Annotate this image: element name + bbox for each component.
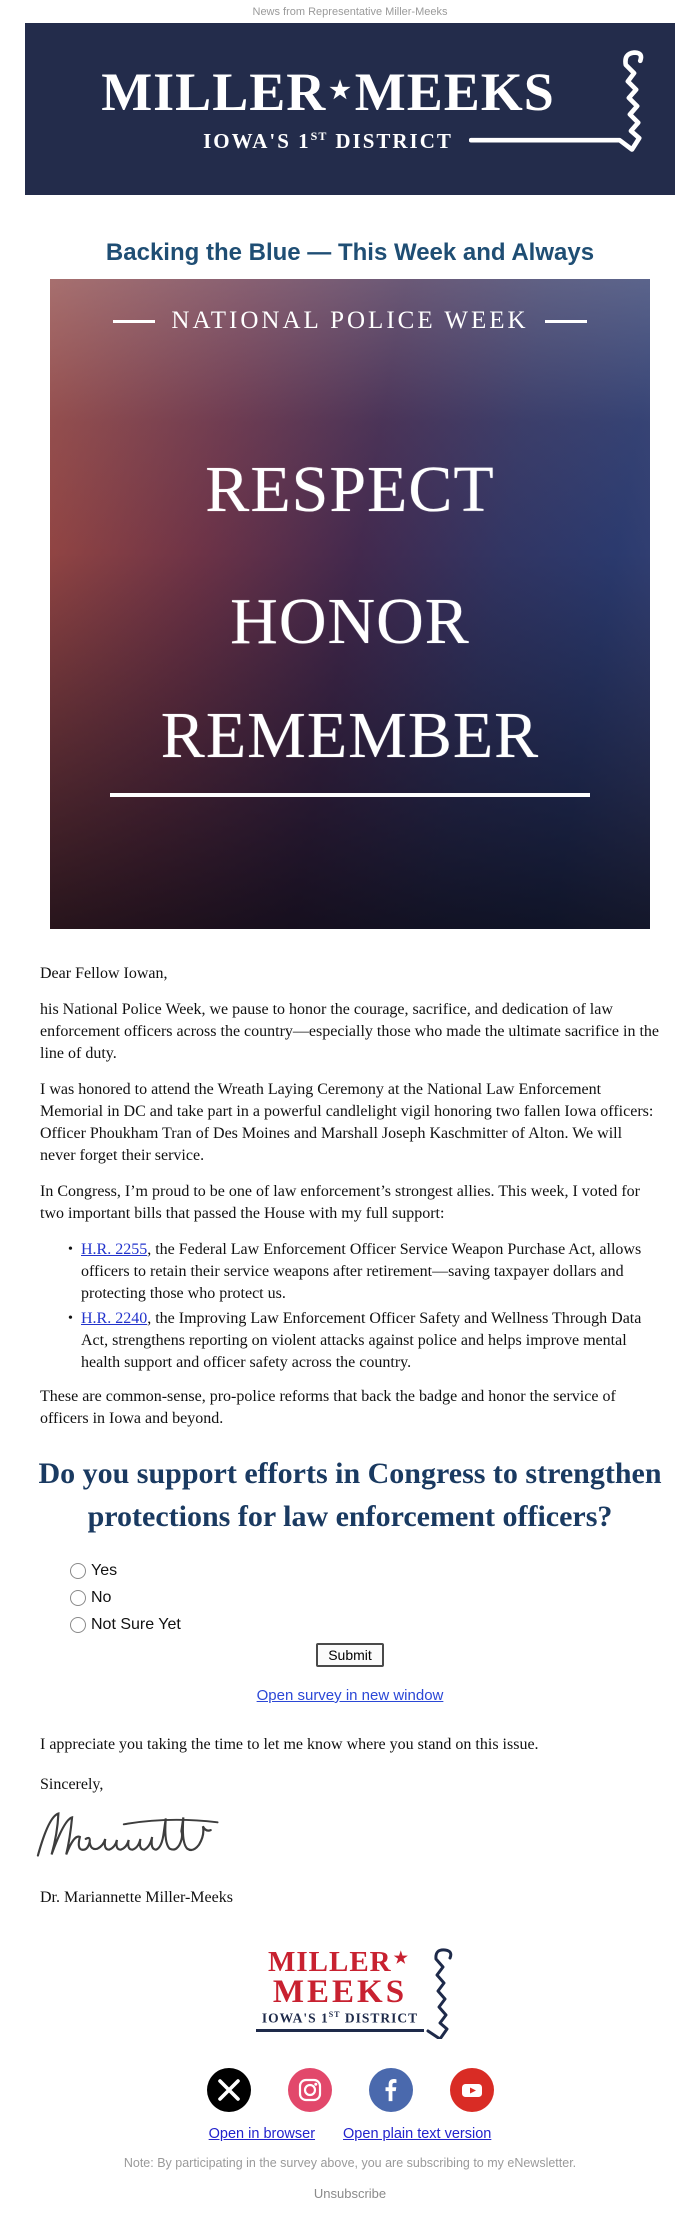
footer-district-label: IOWA'S 1ST DISTRICT — [261, 2010, 419, 2026]
hero-underline — [110, 793, 590, 797]
youtube-icon[interactable] — [450, 2068, 494, 2112]
footer-logo-underline — [256, 2029, 424, 2032]
salutation: Dear Fellow Iowan, — [40, 965, 168, 982]
list-item — [68, 1308, 660, 1374]
open-in-browser-link[interactable]: Open in browser — [208, 2125, 316, 2142]
letter-body — [40, 963, 660, 1430]
radio-option-no[interactable] — [70, 1589, 700, 1607]
appreciation-text: I appreciate you taking the time to let me know where you stand on this issue. — [40, 1736, 539, 1753]
list-item — [68, 1239, 660, 1305]
hr2255-description: , the Federal Law Enforcement Officer Service Weapon Purchase Act, allows officers to retain their service weapons after retirement—saving taxpayer dollars and protecting those who protect us. — [81, 1241, 642, 1302]
hero-kicker-text: NATIONAL POLICE WEEK — [171, 307, 529, 334]
hero-word-honor: HONOR — [230, 585, 470, 658]
radio-label-yes: Yes — [91, 1562, 118, 1579]
radio-button-no[interactable] — [70, 1590, 86, 1606]
logo-text-meeks: MEEKS — [354, 62, 555, 123]
preheader-text: News from Representative Miller-Meeks — [252, 6, 448, 18]
social-icons-row — [0, 2068, 700, 2112]
district-superscript: ST — [310, 128, 328, 143]
closing-sincerely: Sincerely, — [40, 1776, 104, 1793]
hr2240-description: , the Improving Law Enforcement Officer Safety and Wellness Through Data Act, strengthens reporting on violent attacks against police and helps improve mental health support and officer safety across the country. — [81, 1310, 642, 1371]
radio-button-yes[interactable] — [70, 1563, 86, 1579]
submit-button[interactable]: Submit — [316, 1643, 384, 1667]
x-icon[interactable] — [207, 2068, 251, 2112]
sender-name: Dr. Mariannette Miller-Meeks — [40, 1889, 233, 1906]
survey-question-heading: Do you support efforts in Congress to strengthen protections for law enforcement officers? — [38, 1457, 662, 1533]
unsubscribe-link[interactable]: Unsubscribe — [313, 2185, 387, 2201]
radio-option-not-sure[interactable] — [70, 1616, 700, 1634]
survey-link-row — [0, 1687, 700, 1704]
plain-text-version-link[interactable]: Open plain text version — [343, 2125, 492, 2142]
bill-list — [40, 1239, 660, 1374]
radio-label-not-sure: Not Sure Yet — [91, 1616, 181, 1633]
iowa-outline-icon — [426, 1947, 464, 2039]
hr2240-link[interactable]: H.R. 2240 — [81, 1310, 148, 1327]
district-superscript: ST — [328, 2010, 341, 2020]
hero-word-remember: REMEMBER — [160, 699, 540, 772]
radio-option-yes[interactable] — [70, 1562, 700, 1580]
paragraph-congress: In Congress, I’m proud to be one of law enforcement’s strongest allies. This week, I voted for two important bills that passed the House with my full support: — [40, 1183, 640, 1222]
disclaimer-note: Note: By participating in the survey above, you are subscribing to my eNewsletter. — [123, 2155, 577, 2170]
facebook-icon[interactable] — [369, 2068, 413, 2112]
radio-label-no: No — [91, 1589, 112, 1606]
footer-links-row — [0, 2126, 700, 2142]
hr2255-link[interactable]: H.R. 2255 — [81, 1241, 148, 1258]
paragraph-wreath-ceremony: I was honored to attend the Wreath Laying Ceremony at the National Law Enforcement Memorial in DC and take part in a powerful candlelight vigil honoring two fallen Iowa officers: Officer Phoukham Tran of Des Moines and Marshall Joseph Kaschmitter of Alton. We will never forget their service. — [40, 1081, 654, 1164]
radio-button-not-sure[interactable] — [70, 1617, 86, 1633]
district-label: IOWA'S 1ST DISTRICT — [203, 128, 453, 153]
newsletter-headline: Backing the Blue — This Week and Always — [105, 239, 595, 266]
footer-logo — [240, 1946, 440, 2032]
kicker-dash-left-icon — [113, 320, 155, 323]
iowa-outline-icon — [469, 49, 665, 153]
signature-image — [34, 1804, 700, 1873]
instagram-icon[interactable] — [288, 2068, 332, 2112]
submit-row — [0, 1643, 700, 1667]
paragraph-police-week: his National Police Week, we pause to honor the courage, sacrifice, and dedication of law enforcement officers across the country—especially those who made the ultimate sacrifice in the line of duty. — [40, 1001, 660, 1062]
hero-word-respect: RESPECT — [205, 453, 495, 526]
open-survey-link[interactable]: Open survey in new window — [256, 1687, 444, 1704]
footer-logo-miller: MILLER ★ — [268, 1946, 409, 1978]
star-icon: ★ — [393, 1950, 409, 1968]
paragraph-reforms: These are common-sense, pro-police reforms that back the badge and honor the service of officers in Iowa and beyond. — [40, 1388, 616, 1427]
header-banner — [25, 23, 675, 195]
star-icon: ★ — [329, 77, 352, 104]
survey-options — [70, 1562, 700, 1634]
police-week-graphic — [50, 279, 650, 929]
hero-kicker — [50, 307, 650, 335]
footer-logo-meeks: MEEKS — [272, 1974, 408, 2011]
kicker-dash-right-icon — [545, 320, 587, 323]
logo-text-miller: MILLER — [101, 62, 327, 123]
